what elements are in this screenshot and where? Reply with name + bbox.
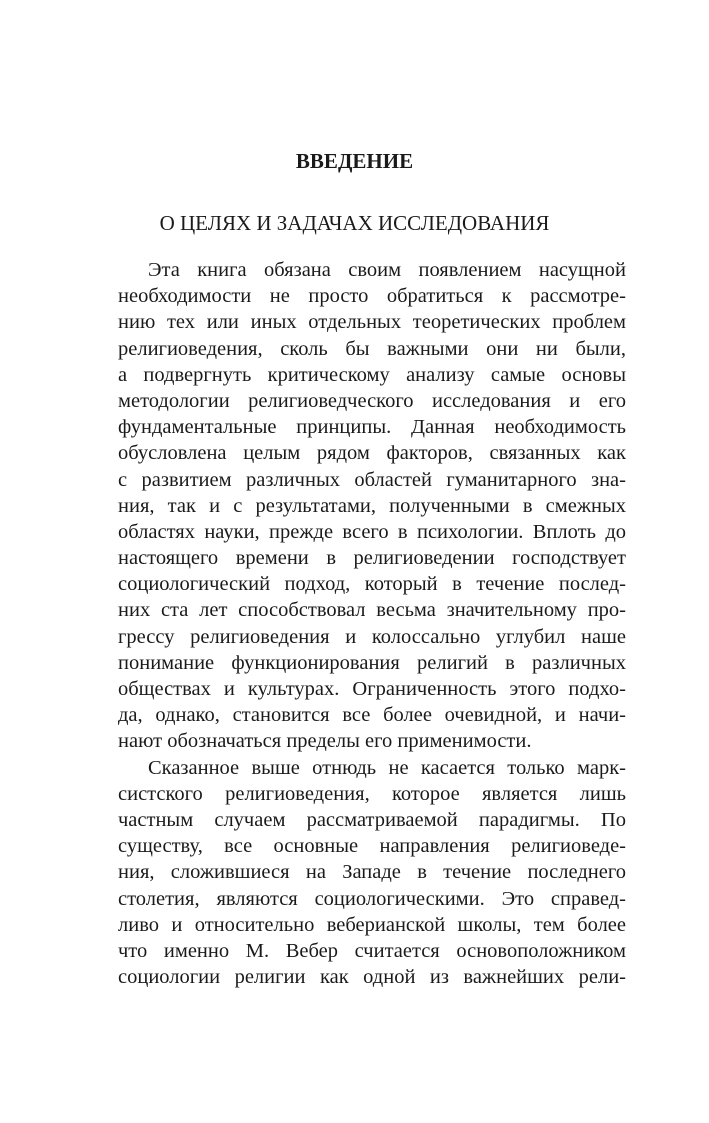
text-line: а подвергнуть критическому анализу самые основы — [118, 363, 626, 386]
text-line: Сказанное выше отнюдь не касается только марк- — [148, 756, 626, 779]
text-line: ния, сложившиеся на Западе в течение последнего — [118, 861, 626, 884]
text-line: грессу религиоведения и колоссально углубил наше — [118, 625, 626, 648]
text-line: настоящего времени в религиоведении господствует — [118, 547, 626, 570]
text-line: нают обозначаться пределы его применимости. — [118, 730, 532, 753]
text-line: социологический подход, который в течение послед- — [118, 573, 626, 596]
text-line: обусловлена целым рядом факторов, связанных как — [118, 442, 626, 465]
text-line: методологии религиоведческого исследования и его — [118, 389, 626, 412]
text-line: понимание функционирования религий в различных — [118, 651, 626, 674]
text-line: да, однако, становится все более очевидной, и начи- — [118, 704, 626, 727]
body-text — [118, 257, 626, 990]
text-line: них ста лет способствовал весьма значительному про- — [118, 599, 626, 622]
text-line: столетия, являются социологическими. Это справед- — [118, 887, 626, 910]
text-line: обществах и культурах. Ограниченность этого подхо- — [118, 678, 626, 700]
text-line: Эта книга обязана своим появлением насущной — [148, 259, 626, 281]
text-line: нию тех или иных отдельных теоретических проблем — [118, 311, 626, 334]
text-line: что именно М. Вебер считается основоположником — [118, 939, 626, 962]
text-line: религиоведения, сколь бы важными они ни были, — [118, 337, 626, 360]
section-title: О ЦЕЛЯХ И ЗАДАЧАХ ИССЛЕДОВАНИЯ — [159, 211, 550, 235]
text-line: фундаментальные принципы. Данная необходимость — [118, 416, 626, 439]
chapter-title: ВВЕДЕНИЕ — [295, 149, 414, 173]
text-line: областях науки, прежде всего в психологии. Вплоть до — [118, 520, 626, 543]
text-line: ния, так и с результатами, полученными в смежных — [118, 494, 626, 517]
paragraph-2 — [118, 755, 626, 991]
text-line: социологии религии как одной из важнейших рели- — [118, 966, 626, 989]
text-line: с развитием различных областей гуманитарного зна- — [118, 468, 626, 491]
text-line: необходимости не просто обратиться к рассмотре- — [118, 285, 626, 308]
text-line: систского религиоведения, которое является лишь — [118, 782, 626, 805]
text-line: ливо и относительно веберианской школы, тем более — [118, 913, 626, 936]
text-line: частным случаем рассматриваемой парадигмы. По — [118, 808, 626, 831]
paragraph-1 — [118, 257, 626, 755]
text-line: существу, все основные направления религиоведе- — [118, 835, 626, 858]
